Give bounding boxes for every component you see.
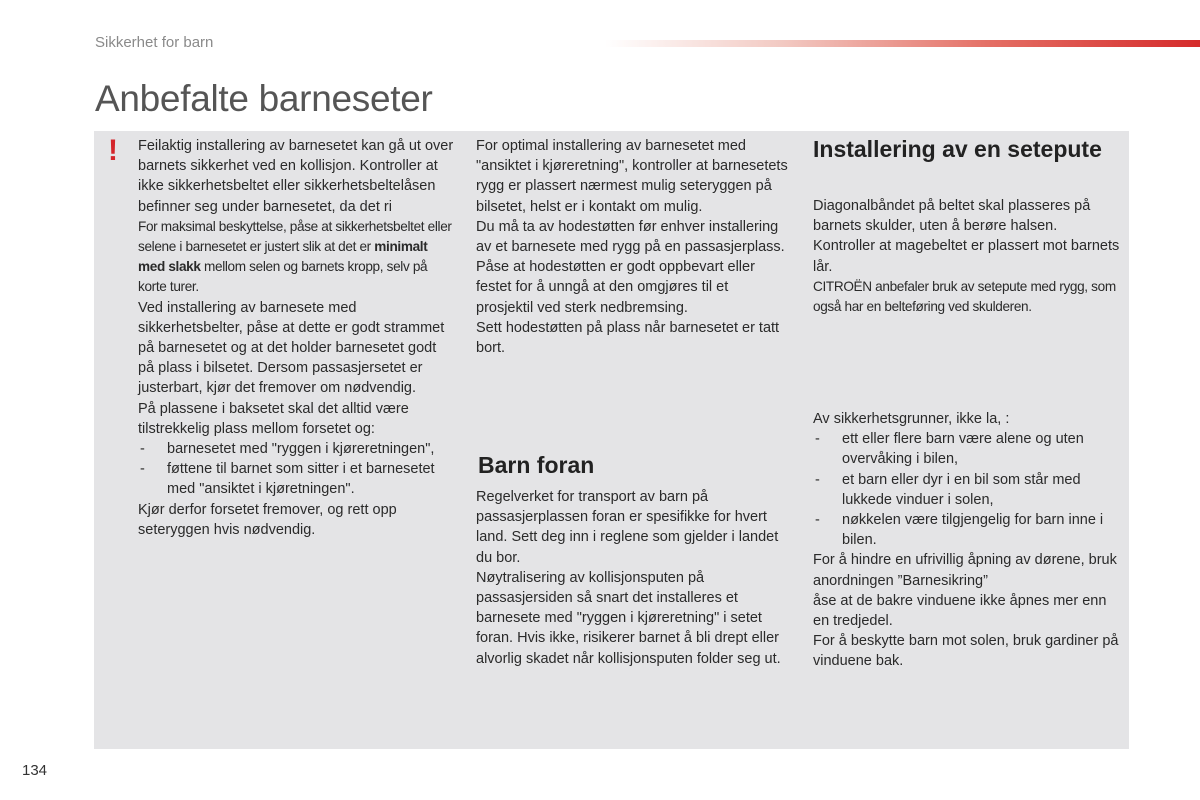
list-item-text: føttene til barnet som sitter i et barnesetet med "ansiktet i kjøretningen". — [167, 461, 435, 498]
front-text-2: Nøytralisering av kollisjonsputen på passasjersiden så snart det installeres et barnesete med "ryggen i kjøreretning" i setet foran. Hvis ikke, risikerer barnet å bli drept eller alvorlig skadet når kollisjonsputen folder seg ut. — [476, 569, 781, 667]
list-item — [138, 439, 456, 459]
safety-text-2: åse at de bakre vinduene ikke åpnes mer enn en tredjedel. — [813, 592, 1107, 630]
list-dash: - — [815, 471, 820, 488]
optimal-text-3: Påse at hodestøtten er godt oppbevart eller festet for å unngå at den omgjøres til et prosjektil ved sterk nedbremsing. — [476, 259, 755, 316]
safety-text-3: For å beskytte barn mot solen, bruk gardiner på vinduene bak. — [813, 633, 1119, 670]
list-item-text: ett eller flere barn være alene og uten overvåking i bilen, — [842, 431, 1084, 468]
booster-heading: Installering av en setepute — [813, 136, 1102, 162]
warning-text-1: Feilaktig installering av barnesetet kan gå ut over barnets sikkerhet ved en kollisjon. Kontroller at ikke sikkerhetsbeltet eller sikkerhetsbeltelåsen befinner seg under barnesetet, da det ri — [138, 138, 454, 215]
optimal-text-4: Sett hodestøtten på plass når barnesetet er tatt bort. — [476, 319, 780, 357]
exclamation-icon: ! — [108, 134, 118, 167]
booster-text-2: Kontroller at magebeltet er plassert mot barnets lår. — [813, 238, 1120, 275]
section-label: Sikkerhet for barn — [95, 34, 214, 51]
list-item — [138, 459, 456, 499]
list-dash: - — [815, 512, 820, 529]
front-text-1: Regelverket for transport av barn på passasjerplassen foran er spesifikke for hvert land. Sett deg inn i reglene som gjelder i landet du bor. — [476, 489, 779, 566]
safety-intro: Av sikkerhetsgrunner, ikke la, : — [813, 411, 1010, 427]
optimal-text-2: Du må ta av hodestøtten før enhver installering av et barnesete med rygg på en passasjerplass. — [476, 218, 785, 256]
list-dash: - — [140, 441, 145, 458]
optimal-text-1: For optimal installering av barnesetet med "ansiktet i kjøreretning", kontroller at barnesetets rygg er plassert nærmest mulig seteryggen på bilsetet, helst er i kontakt om mulig. — [476, 138, 788, 215]
booster-column — [813, 196, 1125, 317]
warning-text-5: Kjør derfor forsetet fremover, og rett opp seteryggen hvis nødvendig. — [138, 501, 397, 538]
booster-text-1: Diagonalbåndet på beltet skal plasseres på barnets skulder, uten å berøre halsen. — [813, 198, 1091, 235]
list-dash: - — [815, 431, 820, 448]
list-item-text: nøkkelen være tilgjengelig for barn inne i bilen. — [842, 512, 1104, 549]
page-number: 134 — [22, 762, 48, 779]
optimal-column — [476, 136, 788, 358]
list-item-text: barnesetet med "ryggen i kjøreretningen", — [167, 441, 435, 458]
safety-text-1: For å hindre en ufrivillig åpning av dørene, bruk anordningen ”Barnesikring” — [813, 552, 1117, 589]
warning-column — [138, 136, 456, 540]
safety-column — [813, 409, 1125, 672]
warning-text-2-end: mellom selen og barnets kropp, selv på korte turer. — [138, 259, 428, 295]
warning-text-2-bold: minimalt med slakk — [138, 239, 428, 275]
header-accent-bar — [605, 40, 1200, 47]
warning-text-2 — [138, 217, 456, 298]
list-item — [813, 429, 1125, 469]
list-item — [813, 510, 1125, 550]
booster-text-3: CITROËN anbefaler bruk av setepute med rygg, som også har en belteføring ved skulderen. — [813, 278, 1116, 315]
list-item — [813, 470, 1125, 510]
warning-text-4: På plassene i baksetet skal det alltid være tilstrekkelig plass mellom forsetet og: — [138, 400, 409, 437]
front-column — [476, 487, 788, 669]
list-dash: - — [140, 461, 145, 478]
warning-text-3: Ved installering av barnesete med sikkerhetsbelter, påse at dette er godt strammet på barnesetet og at det holder barnesetet godt på plass i bilsetet. Dersom passasjersetet er justerbart, kjør det fremover om nødvendig. — [138, 299, 445, 397]
front-heading: Barn foran — [478, 452, 595, 478]
warning-text-2-start: For maksimal beskyttelse, påse at sikkerhetsbeltet eller selene i barnesetet er justert slik at det er — [138, 218, 452, 255]
page-title: Anbefalte barneseter — [95, 78, 433, 119]
list-item-text: et barn eller dyr i en bil som står med lukkede vinduer i solen, — [842, 471, 1081, 508]
